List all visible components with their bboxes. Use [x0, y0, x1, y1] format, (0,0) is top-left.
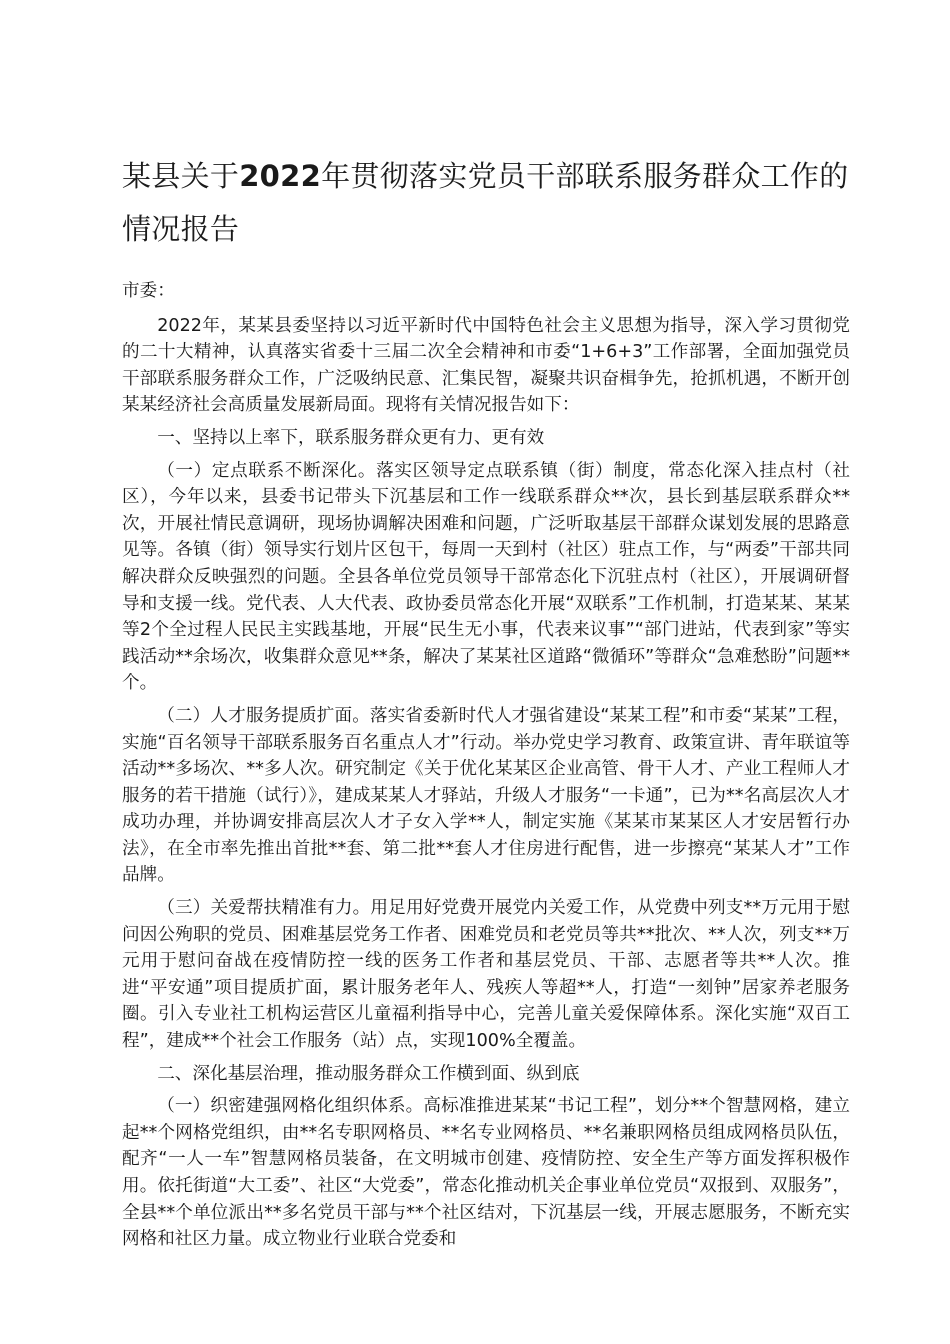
section-heading-1: 一、坚持以上率下，联系服务群众更有力、更有效 [157, 427, 545, 448]
title-year: 2022 [239, 159, 322, 193]
salutation: 市委： [122, 281, 175, 301]
document-title [122, 150, 850, 256]
title-part2: 年贯彻落实党员干部联系服务群众工作的情况报告 [122, 159, 849, 246]
paragraph: （一）定点联系不断深化。落实区领导定点联系镇（街）制度，常态化深入挂点村（社区），今年以来，县委书记带头下沉基层和工作一线联系群众**次，县长到基层联系群众**次，开展社情民意调研，现场协调解决困难和问题，广泛听取基层干部群众谋划发展的思路意见等。各镇（街）领导实行划片区包干，每周一天到村（社区）驻点工作，与“两委”干部共同解决群众反映强烈的问题。全县各单位党员领导干部常态化下沉驻点村（社区），开展调研督导和支援一线。党代表、人大代表、政协委员常态化开展“双联系”工作机制，打造某某、某某等2个全过程人民民主实践基地，开展“民生无小事，代表来议事”“部门进站，代表到家”等实践活动**余场次，收集群众意见**条，解决了某某社区道路“微循环”等群众“急难愁盼”问题**个。 [122, 460, 850, 694]
document-body [122, 278, 850, 1253]
title-part1: 某县关于 [122, 159, 240, 193]
paragraph: （三）关爱帮扶精准有力。用足用好党费开展党内关爱工作，从党费中列支**万元用于慰问因公殉职的党员、困难基层党务工作者、困难党员和老党员等共**批次、**人次，列支**万元用于慰问奋战在疫情防控一线的医务工作者和基层党员、干部、志愿者等共**人次。推进“平安通”项目提质扩面，累计服务老年人、残疾人等超**人，打造“一刻钟”居家养老服务圈。引入专业社工机构运营区儿童福利指导中心，完善儿童关爱保障体系。深化实施“双百工程”，建成**个社会工作服务（站）点，实现100%全覆盖。 [122, 898, 850, 1052]
paragraph: （一）织密建强网格化组织体系。高标准推进某某“书记工程”，划分**个智慧网格，建立起**个网格党组织，由**名专职网格员、**名专业网格员、**名兼职网格员组成网格员队伍，配齐“一人一车”智慧网格员装备，在文明城市创建、疫情防控、安全生产等方面发挥积极作用。依托街道“大工委”、社区“大党委”，常态化推动机关企事业单位党员“双报到、双服务”，全县**个单位派出**多名党员干部与**个社区结对，下沉基层一线，开展志愿服务，不断充实网格和社区力量。成立物业行业联合党委和 [122, 1096, 850, 1250]
paragraph: （二）人才服务提质扩面。落实省委新时代人才强省建设“某某工程”和市委“某某”工程，实施“百名领导干部联系服务百名重点人才”行动。举办党史学习教育、政策宣讲、青年联谊等活动**多场次、**多人次。研究制定《关于优化某某区企业高管、骨干人才、产业工程师人才服务的若干措施（试行）》，建成某某人才驿站，升级人才服务“一卡通”，已为**名高层次人才成功办理，并协调安排高层次人才子女入学**人，制定实施《某某市某某区人才安居暂行办法》，在全市率先推出首批**套、第二批**套人才住房进行配售，进一步擦亮“某某人才”工作品牌。 [122, 705, 850, 886]
section-heading-2: 二、深化基层治理，推动服务群众工作横到面、纵到底 [157, 1063, 580, 1084]
intro-paragraph: 2022年，某某县委坚持以习近平新时代中国特色社会主义思想为指导，深入学习贯彻党的二十大精神，认真落实省委十三届二次全会精神和市委“1+6+3”工作部署，全面加强党员干部联系服务群众工作，广泛吸纳民意、汇集民智，凝聚共识奋楫争先，抢抓机遇，不断开创某某经济社会高质量发展新局面。现将有关情况报告如下： [122, 315, 850, 416]
